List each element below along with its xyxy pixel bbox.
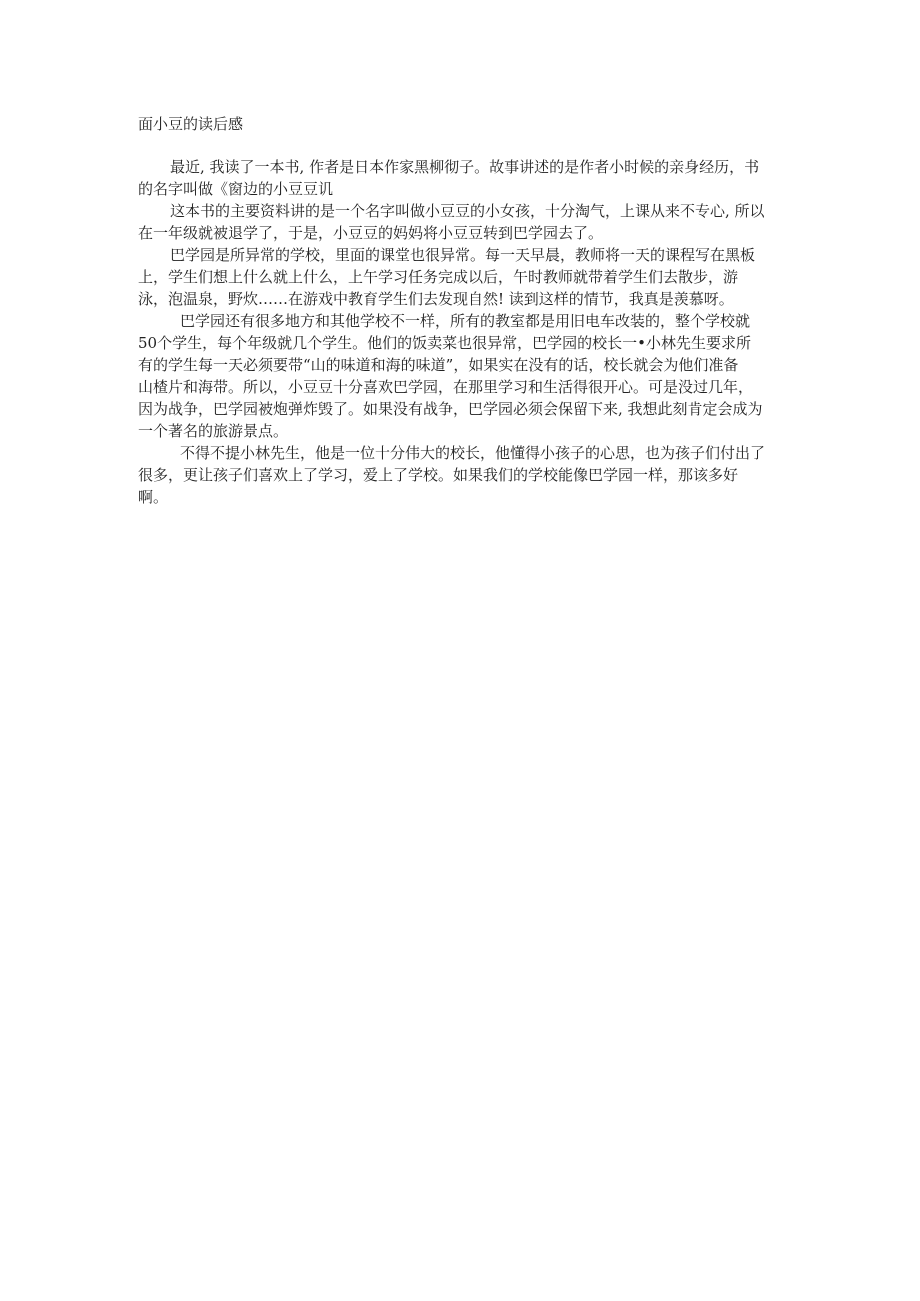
paragraph-line: 的名字叫做《窗边的小豆豆讥: [138, 180, 334, 198]
paragraph-2: [138, 200, 788, 244]
paragraph-line: 50个学生，每个年级就几个学生。他们的饭卖菜也很异常，巴学园的校长一•小林先生要求所: [138, 334, 751, 352]
document-title: 面小豆的读后感: [138, 115, 244, 133]
paragraph-3: [138, 244, 788, 310]
paragraph-line: 在一年级就被退学了，于是，小豆豆的妈妈将小豆豆转到巴学园去了。: [138, 224, 604, 242]
paragraph-line: 不得不提小林先生，他是一位十分伟大的校长，他懂得小孩子的心思，也为孩子们付出了: [180, 444, 766, 462]
paragraph-5: [138, 442, 788, 508]
paragraph-line: 泳，泡温泉，野炊……在游戏中教育学生们去发现自然! 读到这样的情节，我真是羡慕呀。: [138, 290, 734, 308]
paragraph-line: 很多，更让孩子们喜欢上了学习，爱上了学校。如果我们的学校能像巴学园一样，那该多好: [138, 466, 739, 484]
paragraph-line: 一个著名的旅游景点。: [138, 422, 289, 440]
document-body: [138, 156, 788, 508]
paragraph-1: [138, 156, 788, 200]
paragraph-line: 巴学园还有很多地方和其他学校不一样，所有的教室都是用旧电车改装的，整个学校就: [180, 312, 751, 330]
paragraph-line: 最近, 我读了一本书, 作者是日本作家黑柳彻子。故事讲述的是作者小时候的亲身经历，书: [170, 158, 760, 176]
paragraph-line: 上，学生们想上什么就上什么，上午学习任务完成以后，午时教师就带着学生们去散步，游: [138, 268, 739, 286]
paragraph-line: 因为战争，巴学园被炮弹炸毁了。如果没有战争，巴学园必须会保留下来, 我想此刻肯定会成为: [138, 400, 763, 418]
paragraph-4: [138, 310, 788, 442]
paragraph-line: 有的学生每一天必须要带“山的味道和海的味道”，如果实在没有的话，校长就会为他们准备: [138, 356, 739, 374]
paragraph-line: 啊。: [138, 488, 169, 506]
paragraph-line: 这本书的主要资料讲的是一个名字叫做小豆豆的小女孩，十分淘气，上课从来不专心, 所以: [170, 202, 765, 220]
paragraph-line: 山楂片和海带。所以，小豆豆十分喜欢巴学园，在那里学习和生活得很开心。可是没过几年，: [138, 378, 754, 396]
paragraph-line: 巴学园是所异常的学校，里面的课堂也很异常。每一天早晨，教师将一天的课程写在黑板: [170, 246, 756, 264]
